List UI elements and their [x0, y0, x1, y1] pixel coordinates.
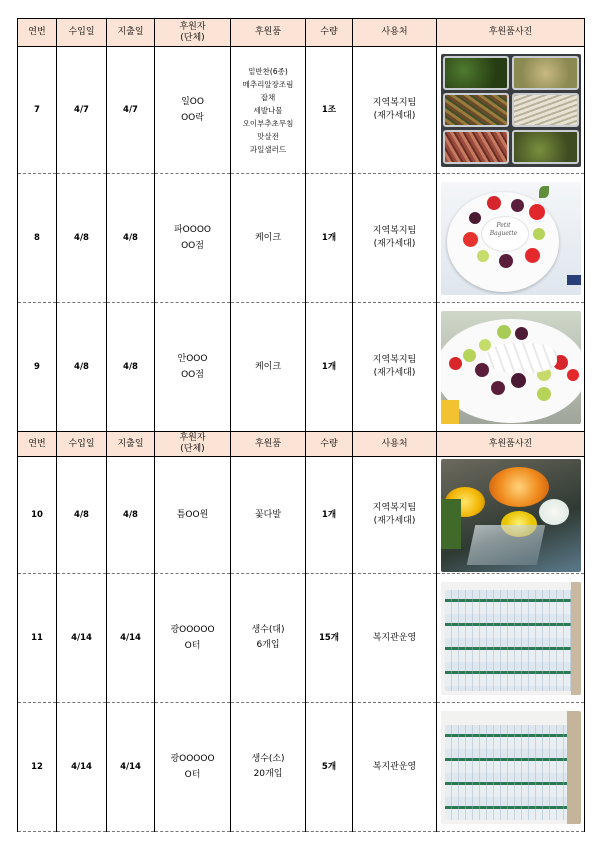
- row-income-date: 4/8: [57, 457, 107, 574]
- row-quantity: 1개: [306, 457, 353, 574]
- header-donor: 후원자 (단체): [155, 432, 231, 457]
- row-usage: 지역복지팀 (재가세대): [353, 174, 437, 303]
- row-no: 12: [18, 703, 57, 832]
- row-income-date: 4/14: [57, 703, 107, 832]
- cake-photo: [441, 311, 581, 424]
- row-expense-date: 4/8: [107, 457, 155, 574]
- row-donor: 안OOO OO점: [155, 303, 231, 432]
- row-item: 꽃다발: [231, 457, 306, 574]
- row-photo-cell: [437, 174, 585, 303]
- cake-logo-text: Petit Baguette: [489, 221, 518, 237]
- row-expense-date: 4/14: [107, 574, 155, 703]
- row-donor: 틈OO원: [155, 457, 231, 574]
- row-usage: 복지관운영: [353, 574, 437, 703]
- row-quantity: 15개: [306, 574, 353, 703]
- header-row: [18, 432, 585, 457]
- row-income-date: 4/8: [57, 174, 107, 303]
- row-income-date: 4/7: [57, 47, 107, 174]
- water-bottles-photo: [441, 711, 581, 824]
- row-no: 10: [18, 457, 57, 574]
- header-no: 연번: [18, 19, 57, 47]
- row-item: 케이크: [231, 174, 306, 303]
- table-row: [18, 47, 585, 174]
- cake-photo: [441, 182, 581, 295]
- donation-table-1: [17, 18, 585, 432]
- row-expense-date: 4/8: [107, 174, 155, 303]
- header-row: [18, 19, 585, 47]
- row-photo-cell: [437, 303, 585, 432]
- row-donor: 광OOOOO O터: [155, 703, 231, 832]
- row-donor: 광OOOOO O터: [155, 574, 231, 703]
- header-donor: 후원자 (단체): [155, 19, 231, 47]
- row-income-date: 4/8: [57, 303, 107, 432]
- row-item: 케이크: [231, 303, 306, 432]
- table-row: [18, 457, 585, 574]
- header-quantity: 수량: [306, 19, 353, 47]
- row-no: 8: [18, 174, 57, 303]
- row-usage: 복지관운영: [353, 703, 437, 832]
- row-usage: 지역복지팀 (재가세대): [353, 303, 437, 432]
- row-photo-cell: [437, 703, 585, 832]
- header-photo: 후원품사진: [437, 19, 585, 47]
- table-row: [18, 574, 585, 703]
- donation-table-2: [17, 431, 585, 832]
- header-item: 후원품: [231, 432, 306, 457]
- row-quantity: 5개: [306, 703, 353, 832]
- row-income-date: 4/14: [57, 574, 107, 703]
- row-donor: 일OO OO락: [155, 47, 231, 174]
- row-usage: 지역복지팀 (재가세대): [353, 457, 437, 574]
- row-expense-date: 4/8: [107, 303, 155, 432]
- header-expense-date: 지출일: [107, 19, 155, 47]
- table-row: [18, 703, 585, 832]
- header-item: 후원품: [231, 19, 306, 47]
- row-quantity: 1개: [306, 303, 353, 432]
- header-no: 연번: [18, 432, 57, 457]
- row-quantity: 1개: [306, 174, 353, 303]
- row-photo-cell: [437, 574, 585, 703]
- row-item: 생수(대) 6개입: [231, 574, 306, 703]
- table-row: [18, 174, 585, 303]
- row-expense-date: 4/14: [107, 703, 155, 832]
- row-usage: 지역복지팀 (재가세대): [353, 47, 437, 174]
- row-no: 9: [18, 303, 57, 432]
- header-income-date: 수입일: [57, 19, 107, 47]
- side-dishes-photo: [441, 54, 581, 167]
- flower-bouquet-photo: [441, 459, 581, 572]
- header-quantity: 수량: [306, 432, 353, 457]
- row-donor: 파OOOO OO점: [155, 174, 231, 303]
- table-row: [18, 303, 585, 432]
- row-photo-cell: [437, 457, 585, 574]
- header-income-date: 수입일: [57, 432, 107, 457]
- header-photo: 후원품사진: [437, 432, 585, 457]
- header-usage: 사용처: [353, 432, 437, 457]
- header-expense-date: 지출일: [107, 432, 155, 457]
- row-no: 7: [18, 47, 57, 174]
- row-item: 밑반찬(6종) 메추리알장조림 잡채 세발나물 오이부추초무침 맛살전 과일샐러드: [231, 47, 306, 174]
- row-expense-date: 4/7: [107, 47, 155, 174]
- row-photo-cell: [437, 47, 585, 174]
- row-no: 11: [18, 574, 57, 703]
- row-item: 생수(소) 20개입: [231, 703, 306, 832]
- water-bottles-photo: [441, 582, 581, 695]
- header-usage: 사용처: [353, 19, 437, 47]
- row-quantity: 1조: [306, 47, 353, 174]
